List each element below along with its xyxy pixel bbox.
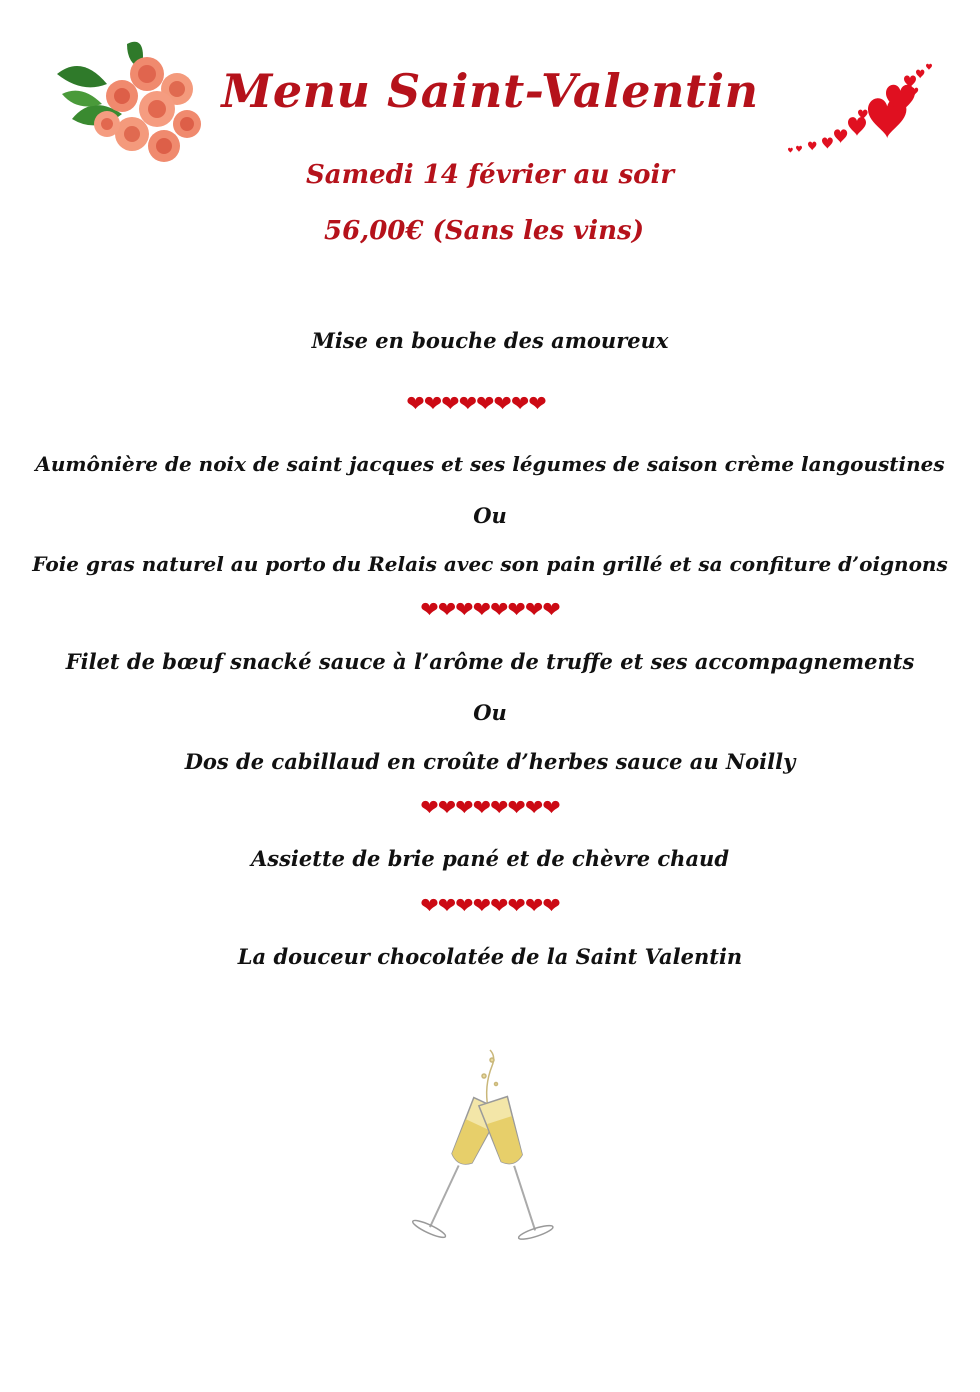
or-label: Ou (473, 700, 507, 725)
cheese-course: Assiette de brie pané et de chèvre chaud (250, 846, 730, 871)
champagne-glasses-icon (392, 1046, 582, 1256)
starter-option-2: Foie gras naturel au porto du Relais avec son pain grillé et sa confiture d’oignons (32, 552, 948, 576)
main-option-1: Filet de bœuf snacké sauce à l’arôme de truffe et ses accompagnements (65, 649, 915, 674)
dessert-course: La douceur chocolatée de la Saint Valentin (237, 944, 743, 969)
event-date: Samedi 14 février au soir (305, 160, 675, 190)
hearts-separator: ❤❤❤❤❤❤❤❤ (420, 598, 560, 623)
main-option-2: Dos de cabillaud en croûte d’herbes sauce au Noilly (184, 749, 796, 774)
menu-price: 56,00€ (Sans les vins) (323, 216, 644, 246)
hearts-separator: ❤❤❤❤❤❤❤❤ (406, 392, 546, 417)
starter-option-1: Aumônière de noix de saint jacques et ses légumes de saison crème langoustines (35, 452, 945, 476)
or-label: Ou (473, 503, 507, 528)
hearts-separator: ❤❤❤❤❤❤❤❤ (420, 796, 560, 821)
amuse-bouche: Mise en bouche des amoureux (311, 328, 669, 353)
hearts-separator: ❤❤❤❤❤❤❤❤ (420, 894, 560, 919)
menu-title: Menu Saint-Valentin (221, 64, 759, 118)
